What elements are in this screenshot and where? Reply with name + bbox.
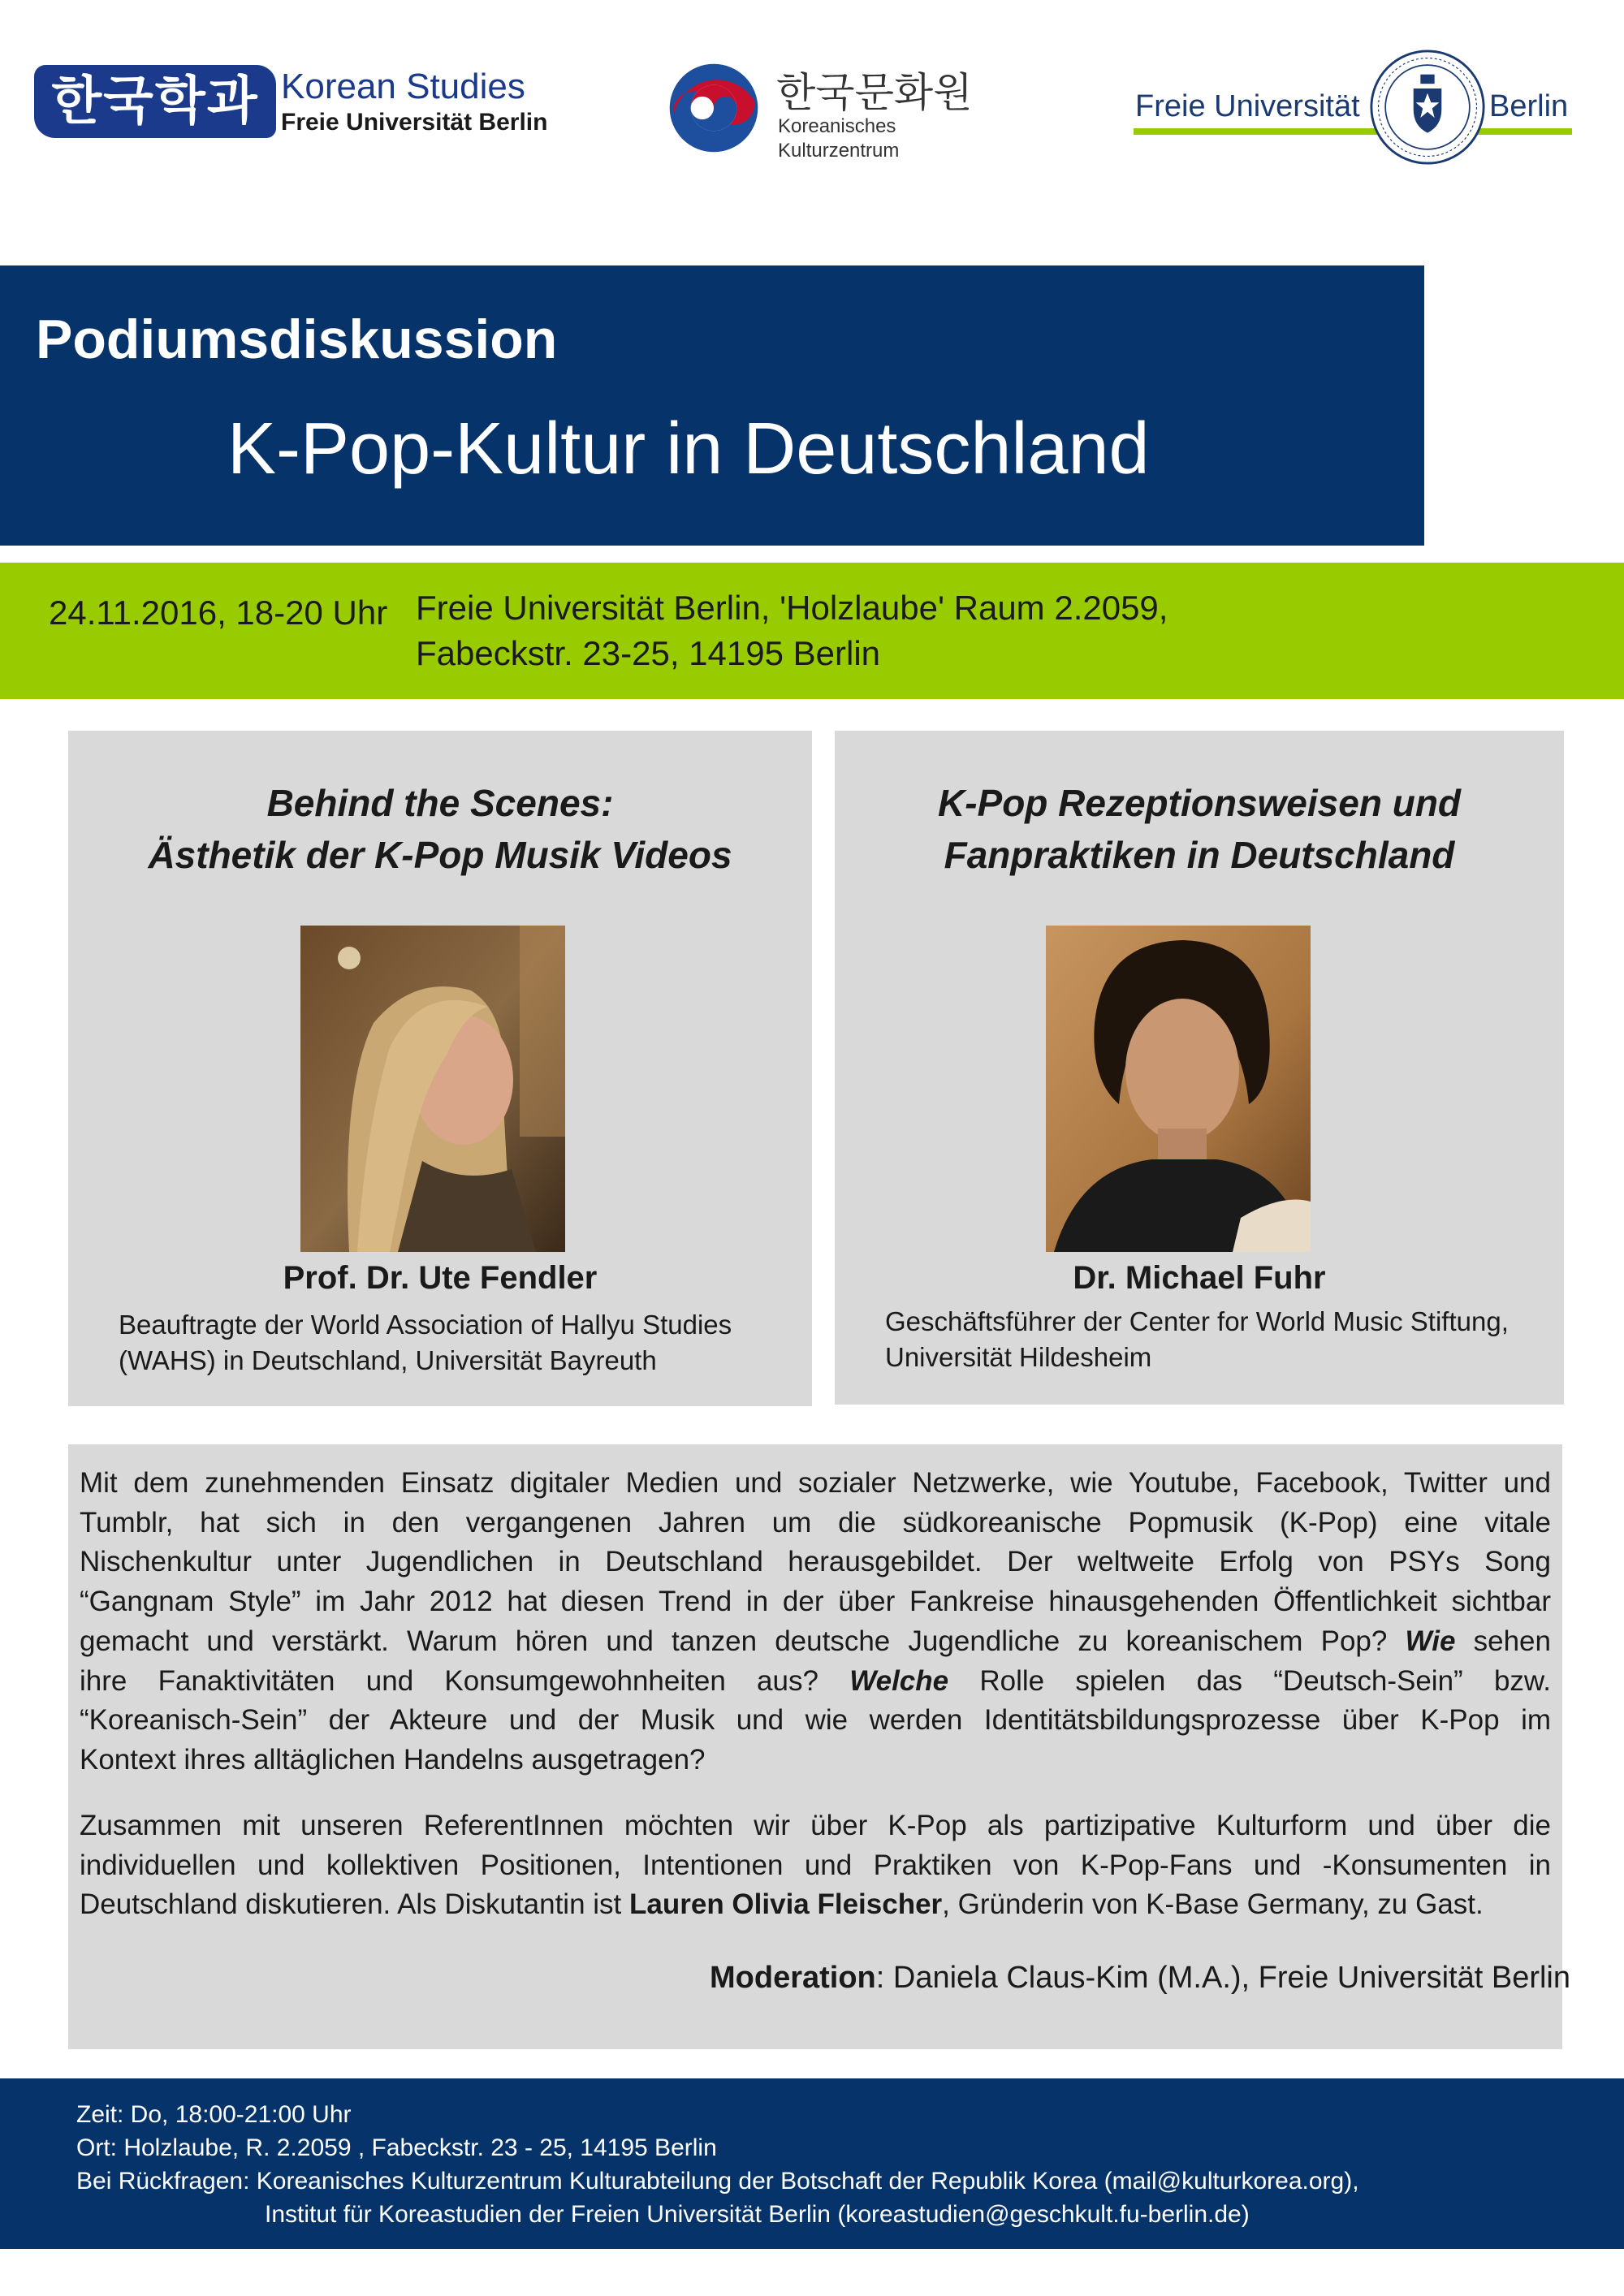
korean-studies-logo <box>34 65 548 146</box>
date-location-band <box>0 563 1624 699</box>
speaker-affiliation-line1: Geschäftsführer der Center for World Music Stiftung, <box>885 1306 1509 1336</box>
korean-studies-institution: Freie Universität Berlin <box>281 109 548 136</box>
moderation-line <box>710 1961 1570 1996</box>
description-paragraph-2 <box>80 1806 1551 1925</box>
speaker-affiliation-line2: Universität Hildesheim <box>885 1342 1152 1372</box>
text-line <box>80 1622 1551 1662</box>
fu-berlin-underline <box>1134 128 1572 135</box>
university-seal-icon <box>1369 49 1486 166</box>
text-run: ihre Fanaktivitäten und Konsumgewohnheiten aus? <box>80 1664 818 1697</box>
page-title: K-Pop-Kultur in Deutschland <box>227 408 1150 490</box>
text-line: “Gangnam Style” im Jahr 2012 hat diesen Trend in der über Fankreise hinausgehenden Öffentlichkeit sichtbar <box>80 1586 1551 1618</box>
footer <box>0 2078 1624 2249</box>
speaker-affiliation <box>119 1307 732 1379</box>
speaker-name: Dr. Michael Fuhr <box>1073 1260 1326 1296</box>
text-line <box>80 1662 1551 1702</box>
speaker-affiliation-line2: (WAHS) in Deutschland, Universität Bayreuth <box>119 1345 657 1375</box>
speaker-name: Prof. Dr. Ute Fendler <box>283 1260 598 1296</box>
text-run: , Gründerin von K-Base Germany, zu Gast. <box>942 1888 1484 1921</box>
talk-title-line1: Behind the Scenes: <box>266 782 614 824</box>
event-location-line2: Fabeckstr. 23-25, 14195 Berlin <box>416 634 881 672</box>
kulturzentrum-line2: Kulturzentrum <box>778 140 900 162</box>
kulturzentrum-logo <box>666 57 1007 170</box>
fu-berlin-name-right: Berlin <box>1489 89 1569 123</box>
text-run: sehen <box>1473 1625 1551 1657</box>
text-line: Mit dem zunehmenden Einsatz digitaler Medien und sozialer Netzwerke, wie Youtube, Facebook, Twitter und <box>80 1467 1551 1499</box>
talk-title-line2: Ästhetik der K-Pop Musik Videos <box>148 834 732 876</box>
text-run: Deutschland diskutieren. Als Diskutantin ist <box>80 1888 622 1921</box>
text-line: individuellen und kollektiven Positionen, Intentionen und Praktiken von K-Pop-Fans und -Konsumenten in <box>80 1849 1551 1881</box>
text-run: gemacht und verstärkt. Warum hören und tanzen deutsche Jugendliche zu koreanischem Pop? <box>80 1625 1388 1657</box>
text-line: Kontext ihres alltäglichen Handelns ausgetragen? <box>80 1743 706 1776</box>
talk-title-line2: Fanpraktiken in Deutschland <box>944 834 1455 876</box>
text-line: “Koreanisch-Sein” der Akteure und der Musik und wie werden Identitätsbildungsprozesse über K-Pop im <box>80 1704 1551 1737</box>
emphasis-wie: Wie <box>1405 1625 1456 1657</box>
speaker-affiliation <box>885 1304 1509 1375</box>
korean-studies-badge: 한국학과 <box>34 65 276 138</box>
speaker-card-fendler <box>68 731 812 1406</box>
fu-berlin-logo <box>1134 47 1572 169</box>
text-line: Zusammen mit unseren ReferentInnen möchten wir über K-Pop als partizipative Kulturform und über die <box>80 1810 1551 1841</box>
speaker-affiliation-line1: Beauftragte der World Association of Hallyu Studies <box>119 1310 732 1340</box>
talk-title-line1: K-Pop Rezeptionsweisen und <box>937 782 1462 824</box>
text-line: Tumblr, hat sich in den vergangenen Jahren um die südkoreanische Popmusik (K-Pop) eine vitale <box>80 1506 1551 1539</box>
event-type: Podiumsdiskussion <box>36 309 558 370</box>
guest-name: Lauren Olivia Fleischer <box>629 1888 943 1921</box>
text-line <box>80 1885 1551 1925</box>
event-location-line1: Freie Universität Berlin, 'Holzlaube' Raum 2.2059, <box>416 589 1168 627</box>
text-line: Nischenkultur unter Jugendlichen in Deutschland herausgebildet. Der weltweite Erfolg von PSYs Song <box>80 1546 1551 1578</box>
description-paragraph-1 <box>80 1464 1551 1780</box>
text-run: Rolle spielen das “Deutsch-Sein” bzw. <box>979 1664 1551 1697</box>
moderation-text: : Daniela Claus-Kim (M.A.), Freie Universität Berlin <box>875 1961 1571 1995</box>
event-description <box>68 1444 1571 2049</box>
korean-studies-name: Korean Studies <box>281 67 525 106</box>
taegeuk-icon <box>666 60 762 156</box>
footer-place: Ort: Holzlaube, R. 2.2059 , Fabeckstr. 23 - 25, 14195 Berlin <box>76 2134 717 2161</box>
emphasis-welche: Welche <box>849 1664 949 1697</box>
speaker-photo-fuhr <box>1046 926 1311 1252</box>
fu-berlin-name-left: Freie Universität <box>1135 89 1360 123</box>
kulturzentrum-line1: Koreanisches <box>778 115 896 137</box>
footer-contact-line2: Institut für Koreastudien der Freien Universität Berlin (koreastudien@geschkult.fu-berlin.de) <box>265 2201 1250 2228</box>
speaker-card-fuhr <box>835 731 1564 1405</box>
title-band <box>0 265 1424 546</box>
footer-contact-line1: Bei Rückfragen: Koreanisches Kulturzentrum Kulturabteilung der Botschaft der Republik Korea (mail@kulturkorea.org), <box>76 2168 1359 2195</box>
kulturzentrum-hangul: 한국문화원 <box>776 69 973 116</box>
footer-time: Zeit: Do, 18:00-21:00 Uhr <box>76 2101 352 2128</box>
speaker-photo-fendler <box>300 926 565 1252</box>
event-date-time: 24.11.2016, 18-20 Uhr <box>49 593 388 632</box>
moderation-label: Moderation <box>710 1961 876 1995</box>
